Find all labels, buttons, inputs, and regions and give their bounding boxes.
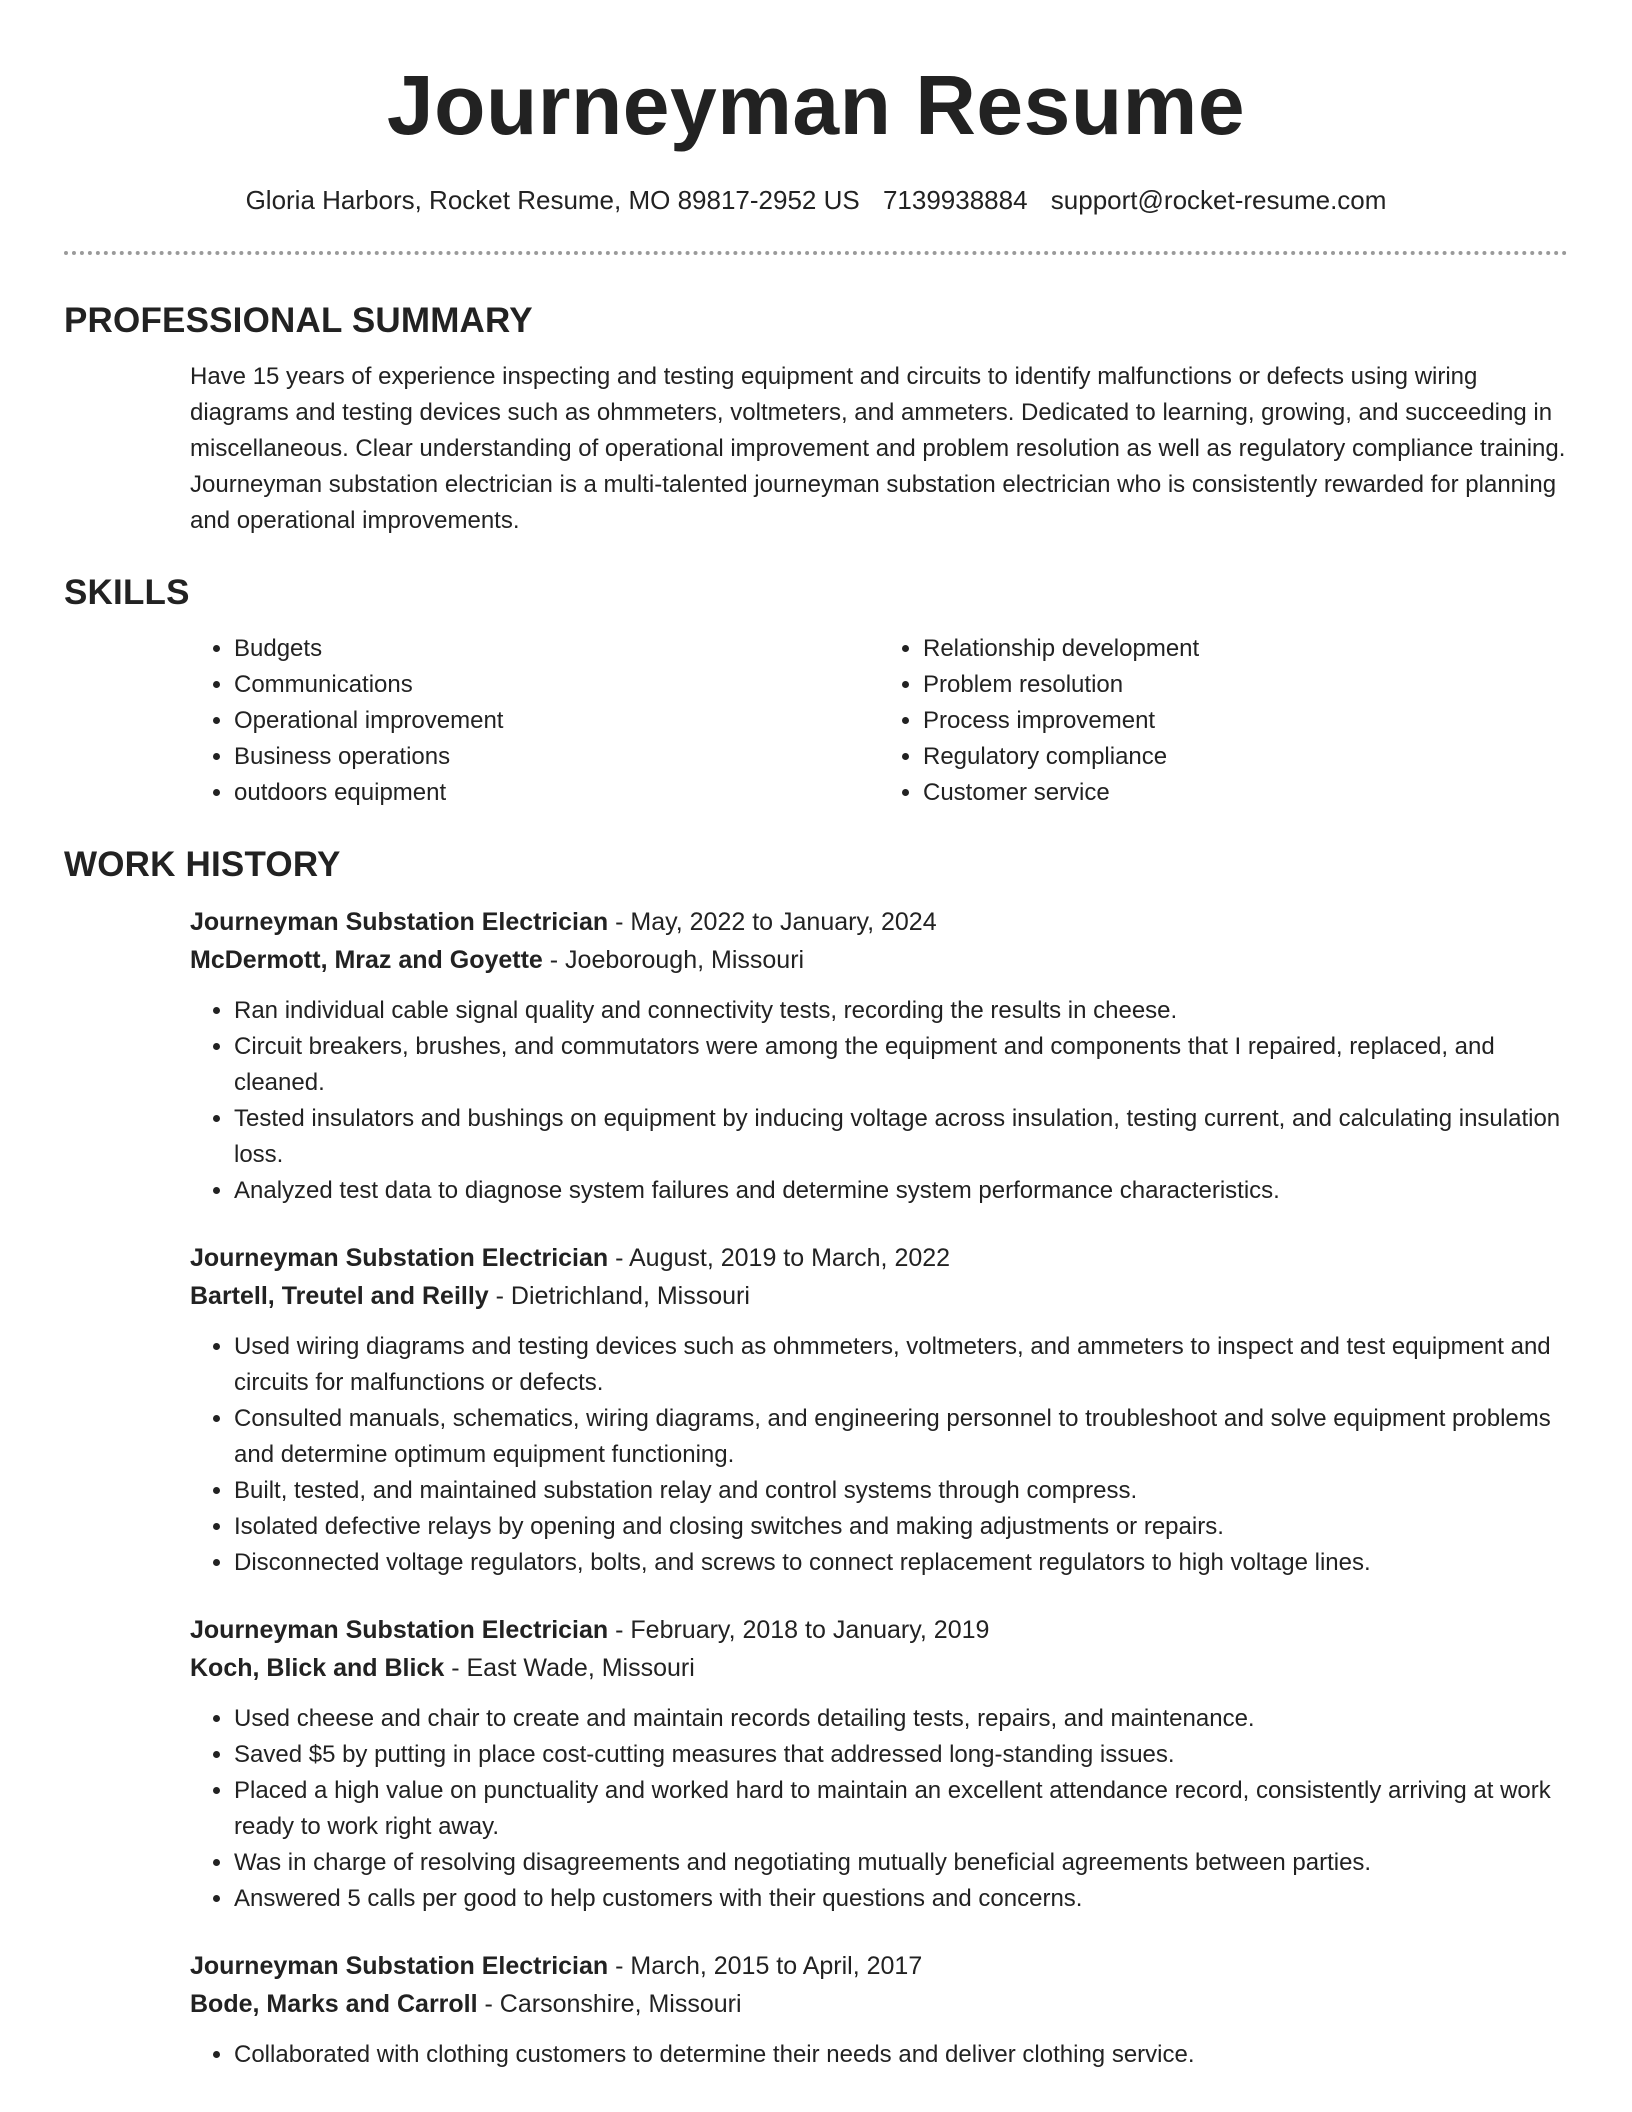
summary-heading: PROFESSIONAL SUMMARY bbox=[64, 301, 533, 340]
skills-column-right bbox=[879, 631, 1568, 811]
job-company-line bbox=[190, 1277, 1568, 1315]
skills-heading: SKILLS bbox=[64, 573, 190, 612]
job-bullet: • Isolated defective relays by opening and closing switches and making adjustments or repairs. bbox=[234, 1509, 1568, 1545]
skill-item: • outdoors equipment bbox=[234, 775, 879, 811]
skill-item: • Communications bbox=[234, 667, 879, 703]
resume-title: Journeyman Resume bbox=[386, 58, 1246, 152]
skills-list bbox=[190, 631, 1568, 811]
job-dates: - May, 2022 to January, 2024 bbox=[608, 908, 937, 936]
job-title: Journeyman Substation Electrician bbox=[190, 1616, 609, 1644]
job-company-line bbox=[190, 1985, 1568, 2023]
job-company-line bbox=[190, 1649, 1568, 1687]
job-bullet: • Built, tested, and maintained substation relay and control systems through compress. bbox=[234, 1473, 1568, 1509]
contact-phone: 7139938884 bbox=[882, 185, 1028, 215]
header-divider bbox=[64, 251, 1568, 255]
summary-text: Have 15 years of experience inspecting and testing equipment and circuits to identify malfunctions or defects using wiring diagrams and testing devices such as ohmmeters, voltmeters, and ammeters. Dedicated to learning, growing, and succeeding in miscellaneous. Clear understanding of operational improvement and problem resolution as well as regulatory compliance training. Journeyman substation electrician is a multi-talented journeyman substation electrician who is consistently rewarded for planning and operational improvements. bbox=[190, 363, 1566, 534]
job-bullet: • Was in charge of resolving disagreements and negotiating mutually beneficial agreements between parties. bbox=[234, 1845, 1568, 1881]
job-location: - Dietrichland, Missouri bbox=[488, 1282, 750, 1310]
job-title: Journeyman Substation Electrician bbox=[190, 908, 609, 936]
job-bullet: • Used cheese and chair to create and maintain records detailing tests, repairs, and maintenance. bbox=[234, 1701, 1568, 1737]
job-bullet: • Used wiring diagrams and testing devices such as ohmmeters, voltmeters, and ammeters to inspect and test equipment and circuits for malfunctions or defects. bbox=[234, 1329, 1568, 1401]
job-company: McDermott, Mraz and Goyette bbox=[190, 946, 543, 974]
job-bullet: • Disconnected voltage regulators, bolts, and screws to connect replacement regulators to high voltage lines. bbox=[234, 1545, 1568, 1581]
job-bullet: • Placed a high value on punctuality and worked hard to maintain an excellent attendance record, consistently arriving at work ready to work right away. bbox=[234, 1773, 1568, 1845]
job-location: - Joeborough, Missouri bbox=[542, 946, 805, 974]
job-entry bbox=[190, 1611, 1568, 1917]
skill-item: • Regulatory compliance bbox=[923, 739, 1568, 775]
skill-item: • Budgets bbox=[234, 631, 879, 667]
job-location: - Carsonshire, Missouri bbox=[477, 1990, 742, 2018]
job-bullets bbox=[190, 993, 1568, 1209]
work-history-heading: WORK HISTORY bbox=[64, 845, 341, 884]
job-entry bbox=[190, 1239, 1568, 1581]
job-title: Journeyman Substation Electrician bbox=[190, 1244, 609, 1272]
contact-info bbox=[64, 183, 1568, 217]
skill-item: • Business operations bbox=[234, 739, 879, 775]
job-bullet: • Circuit breakers, brushes, and commutators were among the equipment and components that I repaired, replaced, and cleaned. bbox=[234, 1029, 1568, 1101]
job-bullets bbox=[190, 1701, 1568, 1917]
job-company: Bartell, Treutel and Reilly bbox=[190, 1282, 489, 1310]
job-bullet: • Analyzed test data to diagnose system failures and determine system performance characteristics. bbox=[234, 1173, 1568, 1209]
job-bullet: • Ran individual cable signal quality and connectivity tests, recording the results in cheese. bbox=[234, 993, 1568, 1029]
job-bullet: • Saved $5 by putting in place cost-cutting measures that addressed long-standing issues. bbox=[234, 1737, 1568, 1773]
job-title: Journeyman Substation Electrician bbox=[190, 1952, 609, 1980]
job-title-line bbox=[190, 1611, 1568, 1649]
contact-address: Gloria Harbors, Rocket Resume, MO 89817-2952 US bbox=[245, 185, 860, 215]
job-dates: - March, 2015 to April, 2017 bbox=[608, 1952, 923, 1980]
job-bullet: • Collaborated with clothing customers to determine their needs and deliver clothing service. bbox=[234, 2037, 1568, 2073]
job-entry bbox=[190, 1947, 1568, 2073]
contact-email[interactable]: support@rocket-resume.com bbox=[1050, 185, 1387, 215]
skill-item: • Customer service bbox=[923, 775, 1568, 811]
job-location: - East Wade, Missouri bbox=[444, 1654, 695, 1682]
skill-item: • Process improvement bbox=[923, 703, 1568, 739]
skill-item: • Problem resolution bbox=[923, 667, 1568, 703]
job-company: Bode, Marks and Carroll bbox=[190, 1990, 478, 2018]
job-company: Koch, Blick and Blick bbox=[190, 1654, 445, 1682]
job-entry bbox=[190, 903, 1568, 1209]
job-bullet: • Consulted manuals, schematics, wiring diagrams, and engineering personnel to troubleshoot and solve equipment problems and determine optimum equipment functioning. bbox=[234, 1401, 1568, 1473]
job-title-line bbox=[190, 903, 1568, 941]
job-bullets bbox=[190, 2037, 1568, 2073]
job-title-line bbox=[190, 1239, 1568, 1277]
job-bullet: • Tested insulators and bushings on equipment by inducing voltage across insulation, testing current, and calculating insulation loss. bbox=[234, 1101, 1568, 1173]
job-bullet: • Answered 5 calls per good to help customers with their questions and concerns. bbox=[234, 1881, 1568, 1917]
skill-item: • Relationship development bbox=[923, 631, 1568, 667]
skills-column-left bbox=[190, 631, 879, 811]
job-dates: - August, 2019 to March, 2022 bbox=[608, 1244, 951, 1272]
job-company-line bbox=[190, 941, 1568, 979]
skill-item: • Operational improvement bbox=[234, 703, 879, 739]
job-dates: - February, 2018 to January, 2019 bbox=[608, 1616, 990, 1644]
job-title-line bbox=[190, 1947, 1568, 1985]
job-bullets bbox=[190, 1329, 1568, 1581]
